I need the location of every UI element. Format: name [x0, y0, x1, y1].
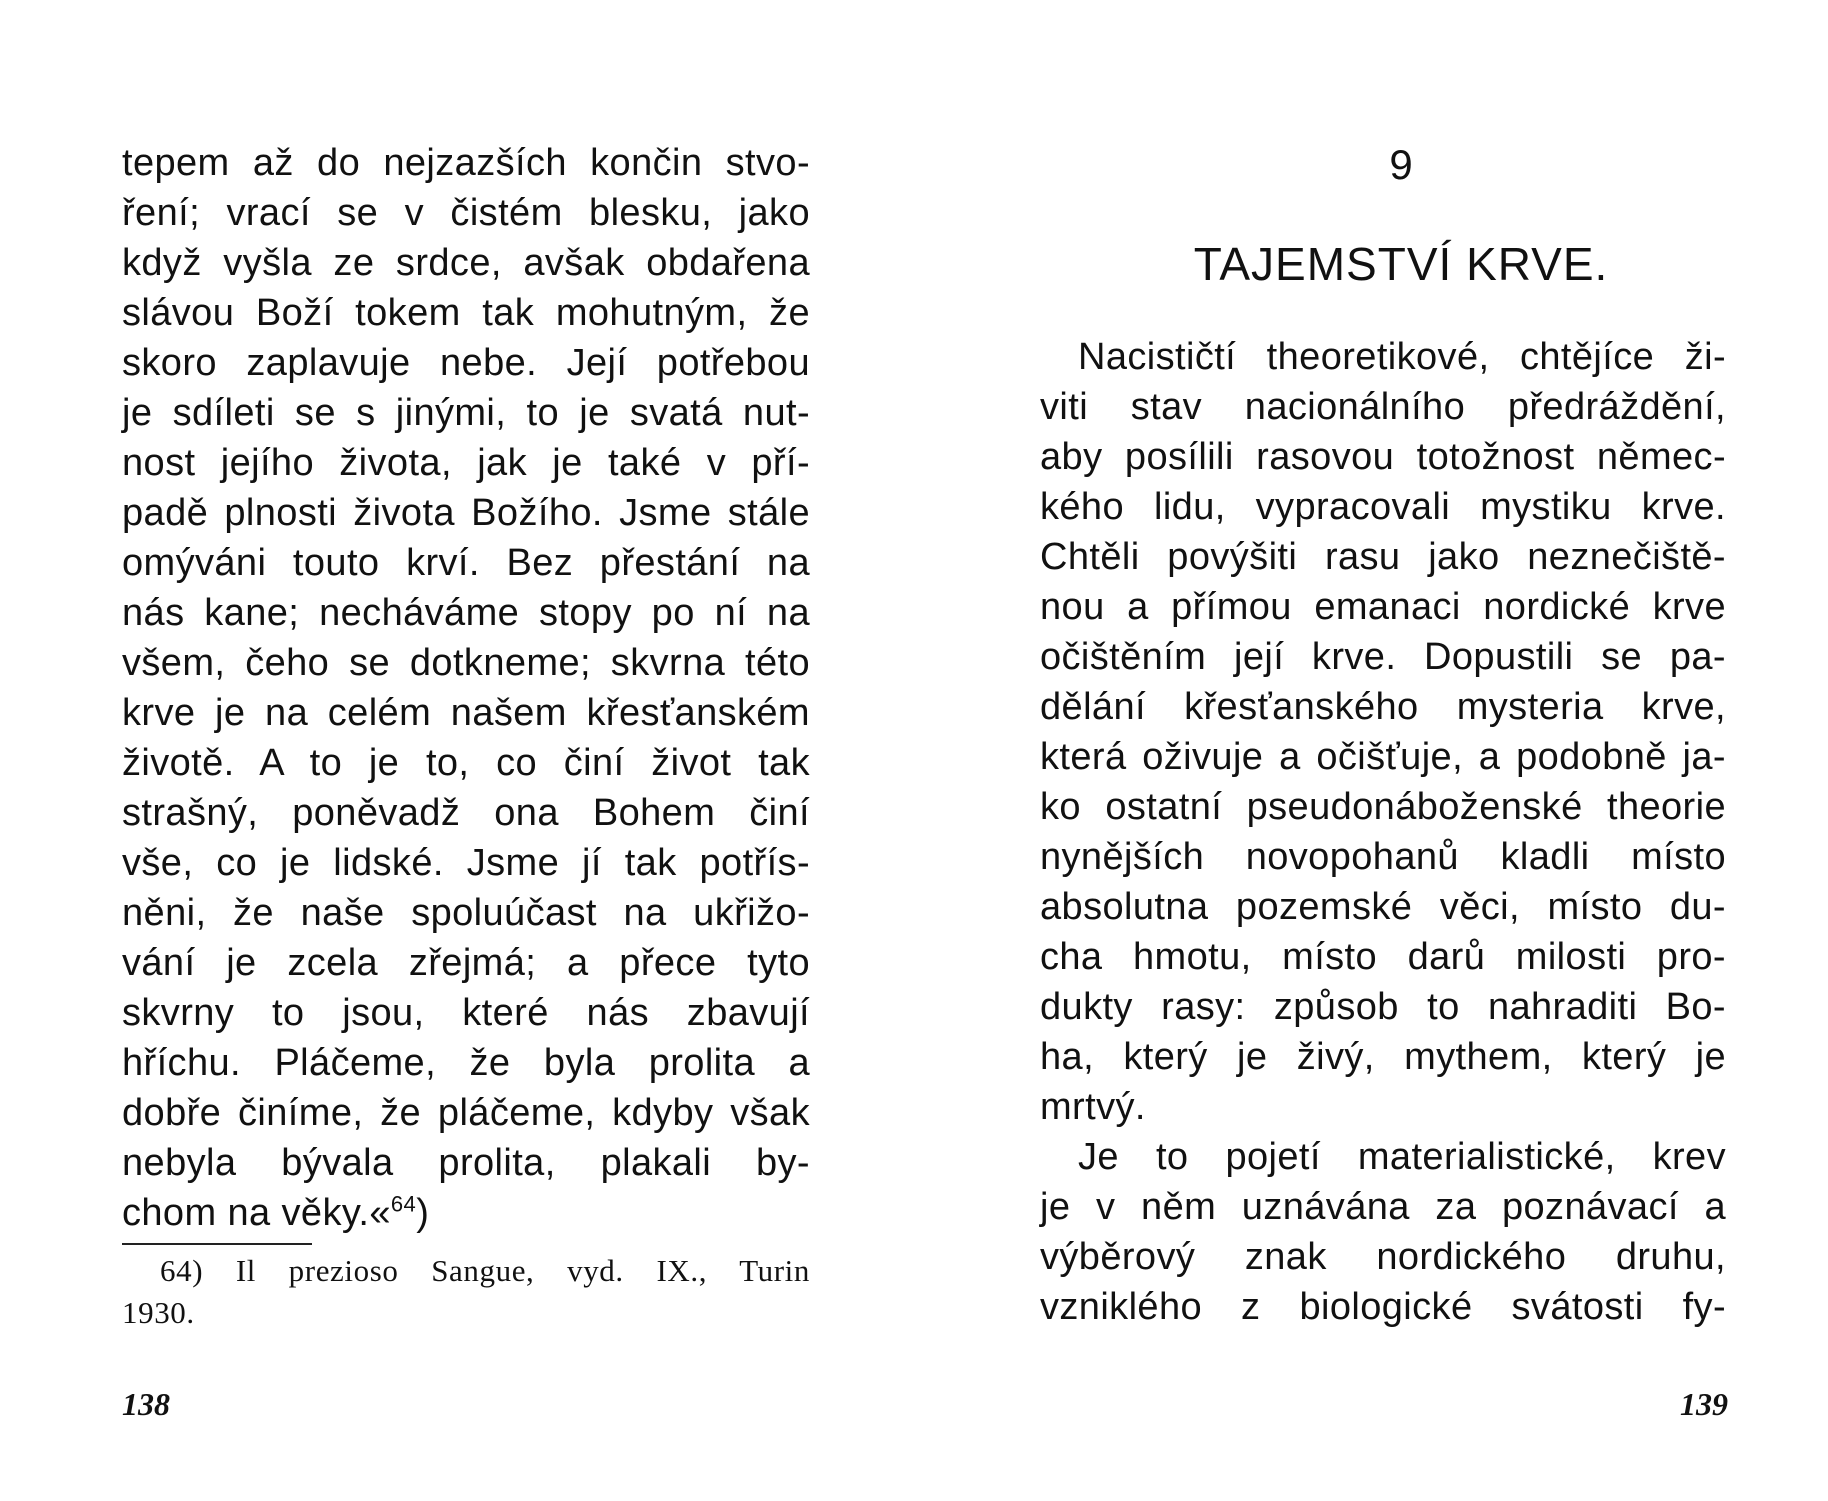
- text-line: nynějších novopohanů kladli místo: [1040, 836, 1726, 878]
- text-line: je sdíleti se s jinými, to je svatá nut-: [122, 392, 810, 434]
- text-line: nost jejího života, jak je také v pří-: [122, 442, 810, 484]
- text-line: vání je zcela zřejmá; a přece tyto: [122, 942, 810, 984]
- text-line: krve je na celém našem křesťanském: [122, 692, 810, 734]
- right-page-body-text: [1040, 332, 1726, 1332]
- text-line: viti stav nacionálního předráždění,: [1040, 386, 1726, 428]
- text-line: když vyšla ze srdce, avšak obdařena: [122, 242, 810, 284]
- chapter-number: 9: [1389, 141, 1413, 188]
- text-line: ření; vrací se v čistém blesku, jako: [122, 192, 810, 234]
- text-line: absolutna pozemské věci, místo du-: [1040, 886, 1726, 928]
- text-line: omýváni touto krví. Bez přestání na: [122, 542, 810, 584]
- footnote-reference[interactable]: 64: [390, 1191, 417, 1217]
- text-line: dukty rasy: způsob to nahraditi Bo-: [1040, 986, 1726, 1028]
- text-line: hříchu. Pláčeme, že byla prolita a: [122, 1042, 810, 1084]
- footnote: [122, 1250, 810, 1334]
- text-line: výběrový znak nordického druhu,: [1040, 1236, 1726, 1278]
- text-line: ha, který je živý, mythem, který je: [1040, 1036, 1726, 1078]
- text-line: tepem až do nejzazších končin stvo-: [122, 142, 810, 184]
- footnote-line: 64) Il prezioso Sangue, vyd. IX., Turin: [160, 1253, 810, 1288]
- text-line: cha hmotu, místo darů milosti pro-: [1040, 936, 1726, 978]
- text-line-final: [122, 1188, 810, 1238]
- text-line: kého lidu, vypracovali mystiku krve.: [1040, 486, 1726, 528]
- text-line: skvrny to jsou, které nás zbavují: [122, 992, 810, 1034]
- footnote-line: 1930.: [122, 1295, 195, 1330]
- footnote-divider: [122, 1243, 312, 1245]
- text-line: slávou Boží tokem tak mohutným, že: [122, 292, 810, 334]
- final-line-text: chom na věky.«: [122, 1192, 391, 1234]
- text-line: nebyla bývala prolita, plakali by-: [122, 1142, 810, 1184]
- text-line: která oživuje a očišťuje, a podobně ja-: [1040, 736, 1726, 778]
- text-line: je v něm uznávána za poznávací a: [1040, 1186, 1726, 1228]
- text-line: očištěním její krve. Dopustili se pa-: [1040, 636, 1726, 678]
- text-line: ko ostatní pseudonáboženské theorie: [1040, 786, 1726, 828]
- text-line: všem, čeho se dotkneme; skvrna této: [122, 642, 810, 684]
- left-page-body-text: [122, 138, 810, 1238]
- text-line: mrtvý.: [1040, 1086, 1146, 1128]
- chapter-title: TAJEMSTVÍ KRVE.: [1193, 238, 1609, 290]
- page-number-right: 139: [1680, 1386, 1728, 1422]
- text-line: Chtěli povýšiti rasu jako neznečiště-: [1040, 536, 1726, 578]
- text-line: padě plnosti života Božího. Jsme stále: [122, 492, 810, 534]
- text-line: něni, že naše spoluúčast na ukřižo-: [122, 892, 810, 934]
- text-line: Nacističtí theoretikové, chtějíce ži-: [1078, 336, 1726, 378]
- text-line: nás kane; necháváme stopy po ní na: [122, 592, 810, 634]
- text-line: vše, co je lidské. Jsme jí tak potřís-: [122, 842, 810, 884]
- page-number-left: 138: [122, 1386, 170, 1422]
- text-line: nou a přímou emanaci nordické krve: [1040, 586, 1726, 628]
- text-line: vzniklého z biologické svátosti fy-: [1040, 1286, 1726, 1328]
- text-line: strašný, poněvadž ona Bohem činí: [122, 792, 810, 834]
- text-line: životě. A to je to, co činí život tak: [122, 742, 810, 784]
- text-line: aby posílili rasovou totožnost němec-: [1040, 436, 1726, 478]
- final-line-close: ): [416, 1192, 430, 1234]
- text-line: skoro zaplavuje nebe. Její potřebou: [122, 342, 810, 384]
- right-page: [914, 0, 1828, 1501]
- text-line: dělání křesťanského mysteria krve,: [1040, 686, 1726, 728]
- text-line: dobře činíme, že pláčeme, kdyby však: [122, 1092, 810, 1134]
- text-line: Je to pojetí materialistické, krev: [1078, 1136, 1726, 1178]
